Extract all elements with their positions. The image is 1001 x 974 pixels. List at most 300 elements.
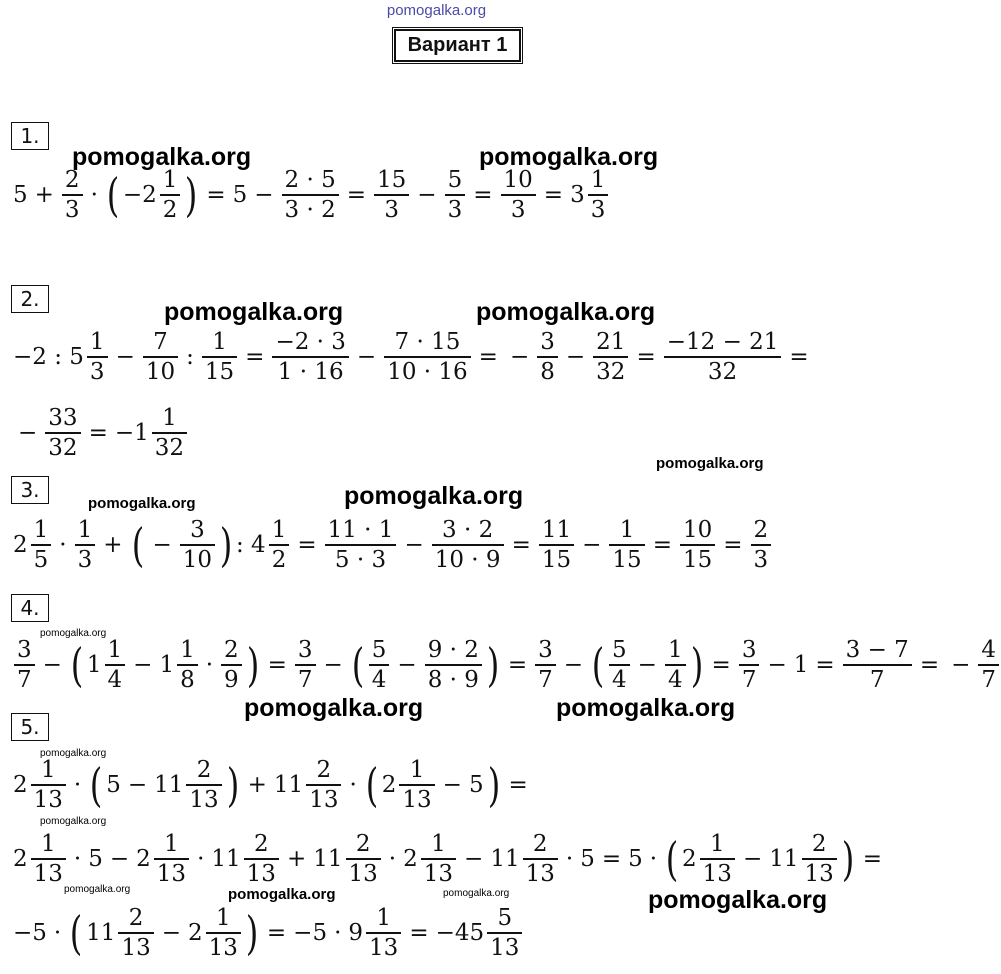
parenthesis: ( [665,832,679,886]
denominator: 13 [208,934,238,961]
operator: · [90,182,98,208]
fraction [221,636,242,694]
fraction [244,830,279,888]
term: −2 : 5 [13,344,84,370]
fraction [593,328,628,386]
denominator: 10 · 16 [387,358,468,385]
denominator: 10 [182,546,213,573]
fraction [487,904,522,962]
numerator: 3 [190,517,205,544]
fraction [272,328,348,386]
numerator: 1 [162,405,177,432]
operator: = [601,846,622,872]
operator: : [186,344,194,370]
operator: · [205,652,214,678]
fraction [843,636,912,694]
fraction [75,516,96,574]
operator: · [59,532,67,558]
term: 5 [468,772,484,798]
math-line [12,824,888,894]
parenthesis: ) [219,518,233,572]
fraction [346,830,381,888]
operator: = [245,344,265,370]
operator: − [951,652,971,678]
term: 11 [154,772,184,798]
term: −5 [13,920,47,946]
term: 5 [106,772,121,798]
fraction [700,830,735,888]
math-line [12,322,815,392]
watermark: pomogalka.org [88,495,196,512]
numerator: 11 · 1 [327,517,394,544]
term: 11 [211,846,241,872]
denominator: 15 [204,358,235,385]
operator: = [711,652,731,678]
operator: − [637,652,657,678]
fraction [664,328,782,386]
watermark: pomogalka.org [40,748,107,759]
problem-number: 3. [11,476,49,504]
numerator: 1 [215,905,231,932]
denominator: 7 [981,666,997,693]
operator: − [127,772,148,798]
operator: = [346,182,367,208]
operator: − [161,920,182,946]
operator: = [543,182,564,208]
parenthesis: ( [365,758,379,812]
fraction [978,636,999,694]
denominator: 3 [77,546,93,573]
term: 9 [348,920,364,946]
numerator: 1 [709,831,725,858]
numerator: 1 [164,831,179,858]
operator: − [565,344,586,370]
fraction [739,636,760,694]
numerator: 5 [497,905,513,932]
term: 5 [580,846,595,872]
denominator: 4 [667,666,683,693]
fraction [432,516,504,574]
denominator: 4 [107,666,123,693]
term: 11 [273,772,304,798]
fraction [186,756,221,814]
numerator: 3 [540,329,555,356]
numerator: 2 [753,517,769,544]
numerator: 3 [741,637,757,664]
parenthesis: ( [351,638,365,692]
fraction [180,516,215,574]
operator: − [563,652,584,678]
parenthesis: ) [487,758,500,812]
numerator: 5 [371,637,387,664]
operator: − [152,532,172,558]
operator: − [18,420,38,446]
watermark: pomogalka.org [40,628,107,639]
denominator: 13 [309,786,339,813]
fraction [143,328,178,386]
term: 2 [381,772,397,798]
math-line [12,630,1001,700]
watermark: pomogalka.org [479,143,659,171]
operator: = [815,652,835,678]
denominator: 15 [682,546,713,573]
numerator: 1 [107,637,123,664]
term: −45 [435,920,485,946]
operator: = [297,532,317,558]
operator: − [404,532,424,558]
denominator: 15 [541,546,572,573]
denominator: 3 [510,196,526,223]
denominator: 3 [590,196,606,223]
operator: = [266,920,287,946]
watermark: pomogalka.org [64,884,131,895]
fraction [105,636,126,694]
watermark: pomogalka.org [40,816,107,827]
numerator: −2 · 3 [275,329,346,356]
fraction [537,328,558,386]
variant-title: Вариант 1 [394,29,521,62]
fraction [399,756,434,814]
numerator: 9 · 2 [427,637,479,664]
operator: − [133,652,153,678]
operator: = [862,846,883,872]
numerator: 1 [40,757,56,784]
denominator: 8 [540,358,555,385]
fraction [802,830,837,888]
operator: = [508,772,528,798]
numerator: 1 [409,757,425,784]
fraction [282,166,339,224]
operator: · [197,846,205,872]
operator: = [636,344,656,370]
fraction [31,756,66,814]
watermark: pomogalka.org [556,694,736,722]
watermark: pomogalka.org [476,298,656,326]
numerator: 2 [811,831,827,858]
math-line [12,510,773,580]
fraction [325,516,397,574]
numerator: 1 [271,517,287,544]
denominator: 32 [596,358,626,385]
numerator: 1 [376,905,391,932]
operator: − [742,846,763,872]
parenthesis: ) [690,638,703,692]
denominator: 13 [33,860,63,887]
term: 2 [136,846,151,872]
fraction [45,404,80,462]
numerator: 1 [162,167,178,194]
denominator: 8 · 9 [427,666,479,693]
operator: − [464,846,484,872]
watermark: pomogalka.org [648,886,828,914]
numerator: 1 [212,329,227,356]
denominator: 10 · 9 [434,546,501,573]
numerator: 2 [355,831,371,858]
fraction [609,516,644,574]
math-line [12,898,524,968]
term: −1 [114,420,149,446]
term: : 4 [235,532,266,558]
denominator: 13 [33,786,63,813]
term: 11 [490,846,520,872]
operator: − [509,344,530,370]
numerator: 1 [590,167,606,194]
numerator: 3 [17,637,32,664]
operator: = [511,532,531,558]
operator: + [34,182,54,208]
numerator: 10 [682,517,713,544]
operator: − [397,652,417,678]
denominator: 13 [804,860,834,887]
numerator: 1 [77,517,93,544]
watermark: pomogalka.org [244,694,424,722]
denominator: 13 [189,786,219,813]
numerator: 1 [33,517,49,544]
problem-number: 4. [11,594,49,622]
fraction [62,166,83,224]
numerator: 21 [596,329,626,356]
fraction [295,636,316,694]
numerator: 7 [153,329,168,356]
operator: = [206,182,226,208]
denominator: 2 [271,546,287,573]
numerator: 2 [196,757,212,784]
parenthesis: ) [226,758,239,812]
denominator: 13 [369,934,399,961]
parenthesis: ( [106,168,120,222]
numerator: 3 · 2 [442,517,494,544]
watermark: pomogalka.org [443,888,510,899]
numerator: 3 − 7 [845,637,909,664]
numerator: −12 − 21 [666,329,779,356]
denominator: 32 [707,358,738,385]
fraction [425,636,482,694]
operator: − [356,344,377,370]
numerator: 15 [377,167,407,194]
term: 11 [86,920,116,946]
watermark: pomogalka.org [656,455,764,472]
denominator: 9 [224,666,239,693]
term: −2 [122,182,157,208]
term: 2 [682,846,697,872]
operator: + [247,772,267,798]
denominator: 13 [121,934,151,961]
problem-number: 1. [11,122,49,150]
operator: + [286,846,307,872]
numerator: 1 [40,831,56,858]
operator: = [507,652,528,678]
parenthesis: ( [69,906,83,960]
fraction [665,636,686,694]
denominator: 32 [154,434,185,461]
fraction [539,516,574,574]
fraction [160,166,181,224]
operator: · [53,920,62,946]
denominator: 10 [145,358,176,385]
operator: · [73,772,82,798]
operator: − [442,772,462,798]
fraction [369,636,390,694]
numerator: 1 [667,637,683,664]
numerator: 2 [64,167,80,194]
numerator: 11 [541,517,572,544]
numerator: 2 [224,637,239,664]
fraction [751,516,772,574]
denominator: 7 [538,666,553,693]
numerator: 33 [48,405,78,432]
fraction [306,756,341,814]
fraction [269,516,290,574]
numerator: 1 [619,517,635,544]
denominator: 15 [612,546,642,573]
operator: + [103,532,123,558]
fraction [445,166,466,224]
operator: = [723,532,743,558]
operator: − [323,652,343,678]
term: 2 [403,846,418,872]
term: 5 [13,182,28,208]
denominator: 4 [612,666,627,693]
numerator: 2 [253,831,269,858]
site-header-link[interactable]: pomogalka.org [386,2,487,19]
numerator: 5 [447,167,463,194]
denominator: 8 [180,666,195,693]
parenthesis: ) [841,832,855,886]
operator: − [109,846,130,872]
parenthesis: ) [245,906,259,960]
problem-number: 5. [11,713,49,741]
parenthesis: ) [185,168,198,222]
operator: · [388,846,397,872]
denominator: 3 [64,196,80,223]
watermark: pomogalka.org [228,886,336,903]
operator: = [652,532,672,558]
denominator: 2 [162,196,178,223]
denominator: 13 [490,934,520,961]
term: 3 [570,182,585,208]
denominator: 32 [48,434,78,461]
numerator: 5 [612,637,627,664]
parenthesis: ) [486,638,500,692]
denominator: 13 [702,860,732,887]
watermark: pomogalka.org [164,298,344,326]
operator: − [254,182,274,208]
fraction [680,516,715,574]
fraction [152,404,187,462]
term: 1 [793,652,809,678]
operator: = [473,182,493,208]
denominator: 7 [869,666,885,693]
denominator: 13 [423,860,454,887]
fraction [202,328,237,386]
term: 2 [188,920,203,946]
operator: = [789,344,809,370]
term: 2 [13,532,28,558]
term: 2 [13,772,28,798]
denominator: 13 [156,860,187,887]
operator: = [88,420,108,446]
fraction [384,328,470,386]
denominator: 13 [246,860,276,887]
operator: = [919,652,940,678]
numerator: 2 [532,831,548,858]
fraction [421,830,456,888]
denominator: 4 [371,666,387,693]
term: 5 [88,846,103,872]
numerator: 4 [981,637,997,664]
operator: · [334,920,342,946]
denominator: 5 [33,546,49,573]
operator: − [417,182,437,208]
operator: − [767,652,787,678]
operator: − [115,344,135,370]
parenthesis: ( [131,518,144,572]
numerator: 3 [538,637,553,664]
fraction [31,516,52,574]
term: 1 [159,652,175,678]
numerator: 1 [431,831,446,858]
operator: = [478,344,498,370]
fraction [31,830,66,888]
fraction [154,830,189,888]
problem-number: 2. [11,285,49,313]
denominator: 3 [753,546,769,573]
fraction [501,166,536,224]
denominator: 3 [447,196,463,223]
operator: · [73,846,82,872]
term: 11 [769,846,799,872]
operator: − [582,532,602,558]
denominator: 1 · 16 [277,358,344,385]
denominator: 7 [17,666,32,693]
fraction [366,904,401,962]
fraction [118,904,153,962]
numerator: 3 [297,637,313,664]
numerator: 1 [89,329,105,356]
parenthesis: ( [70,638,84,692]
fraction [206,904,241,962]
fraction [588,166,609,224]
denominator: 13 [348,860,378,887]
fraction [87,328,108,386]
denominator: 3 [384,196,399,223]
operator: · [565,846,574,872]
math-line [12,398,189,468]
operator: − [42,652,62,678]
term: 2 [13,846,28,872]
fraction [523,830,558,888]
denominator: 13 [402,786,432,813]
numerator: 2 [316,757,332,784]
term: −5 [293,920,328,946]
term: 5 [628,846,643,872]
operator: = [409,920,429,946]
numerator: 1 [180,637,195,664]
numerator: 2 · 5 [284,167,336,194]
fraction [535,636,556,694]
denominator: 5 · 3 [334,546,387,573]
operator: = [267,652,287,678]
denominator: 3 · 2 [284,196,336,223]
fraction [177,636,198,694]
term: 1 [86,652,102,678]
fraction [374,166,409,224]
denominator: 7 [741,666,757,693]
term: 11 [313,846,343,872]
math-line [12,750,534,820]
watermark: pomogalka.org [344,482,524,510]
numerator: 2 [128,905,144,932]
